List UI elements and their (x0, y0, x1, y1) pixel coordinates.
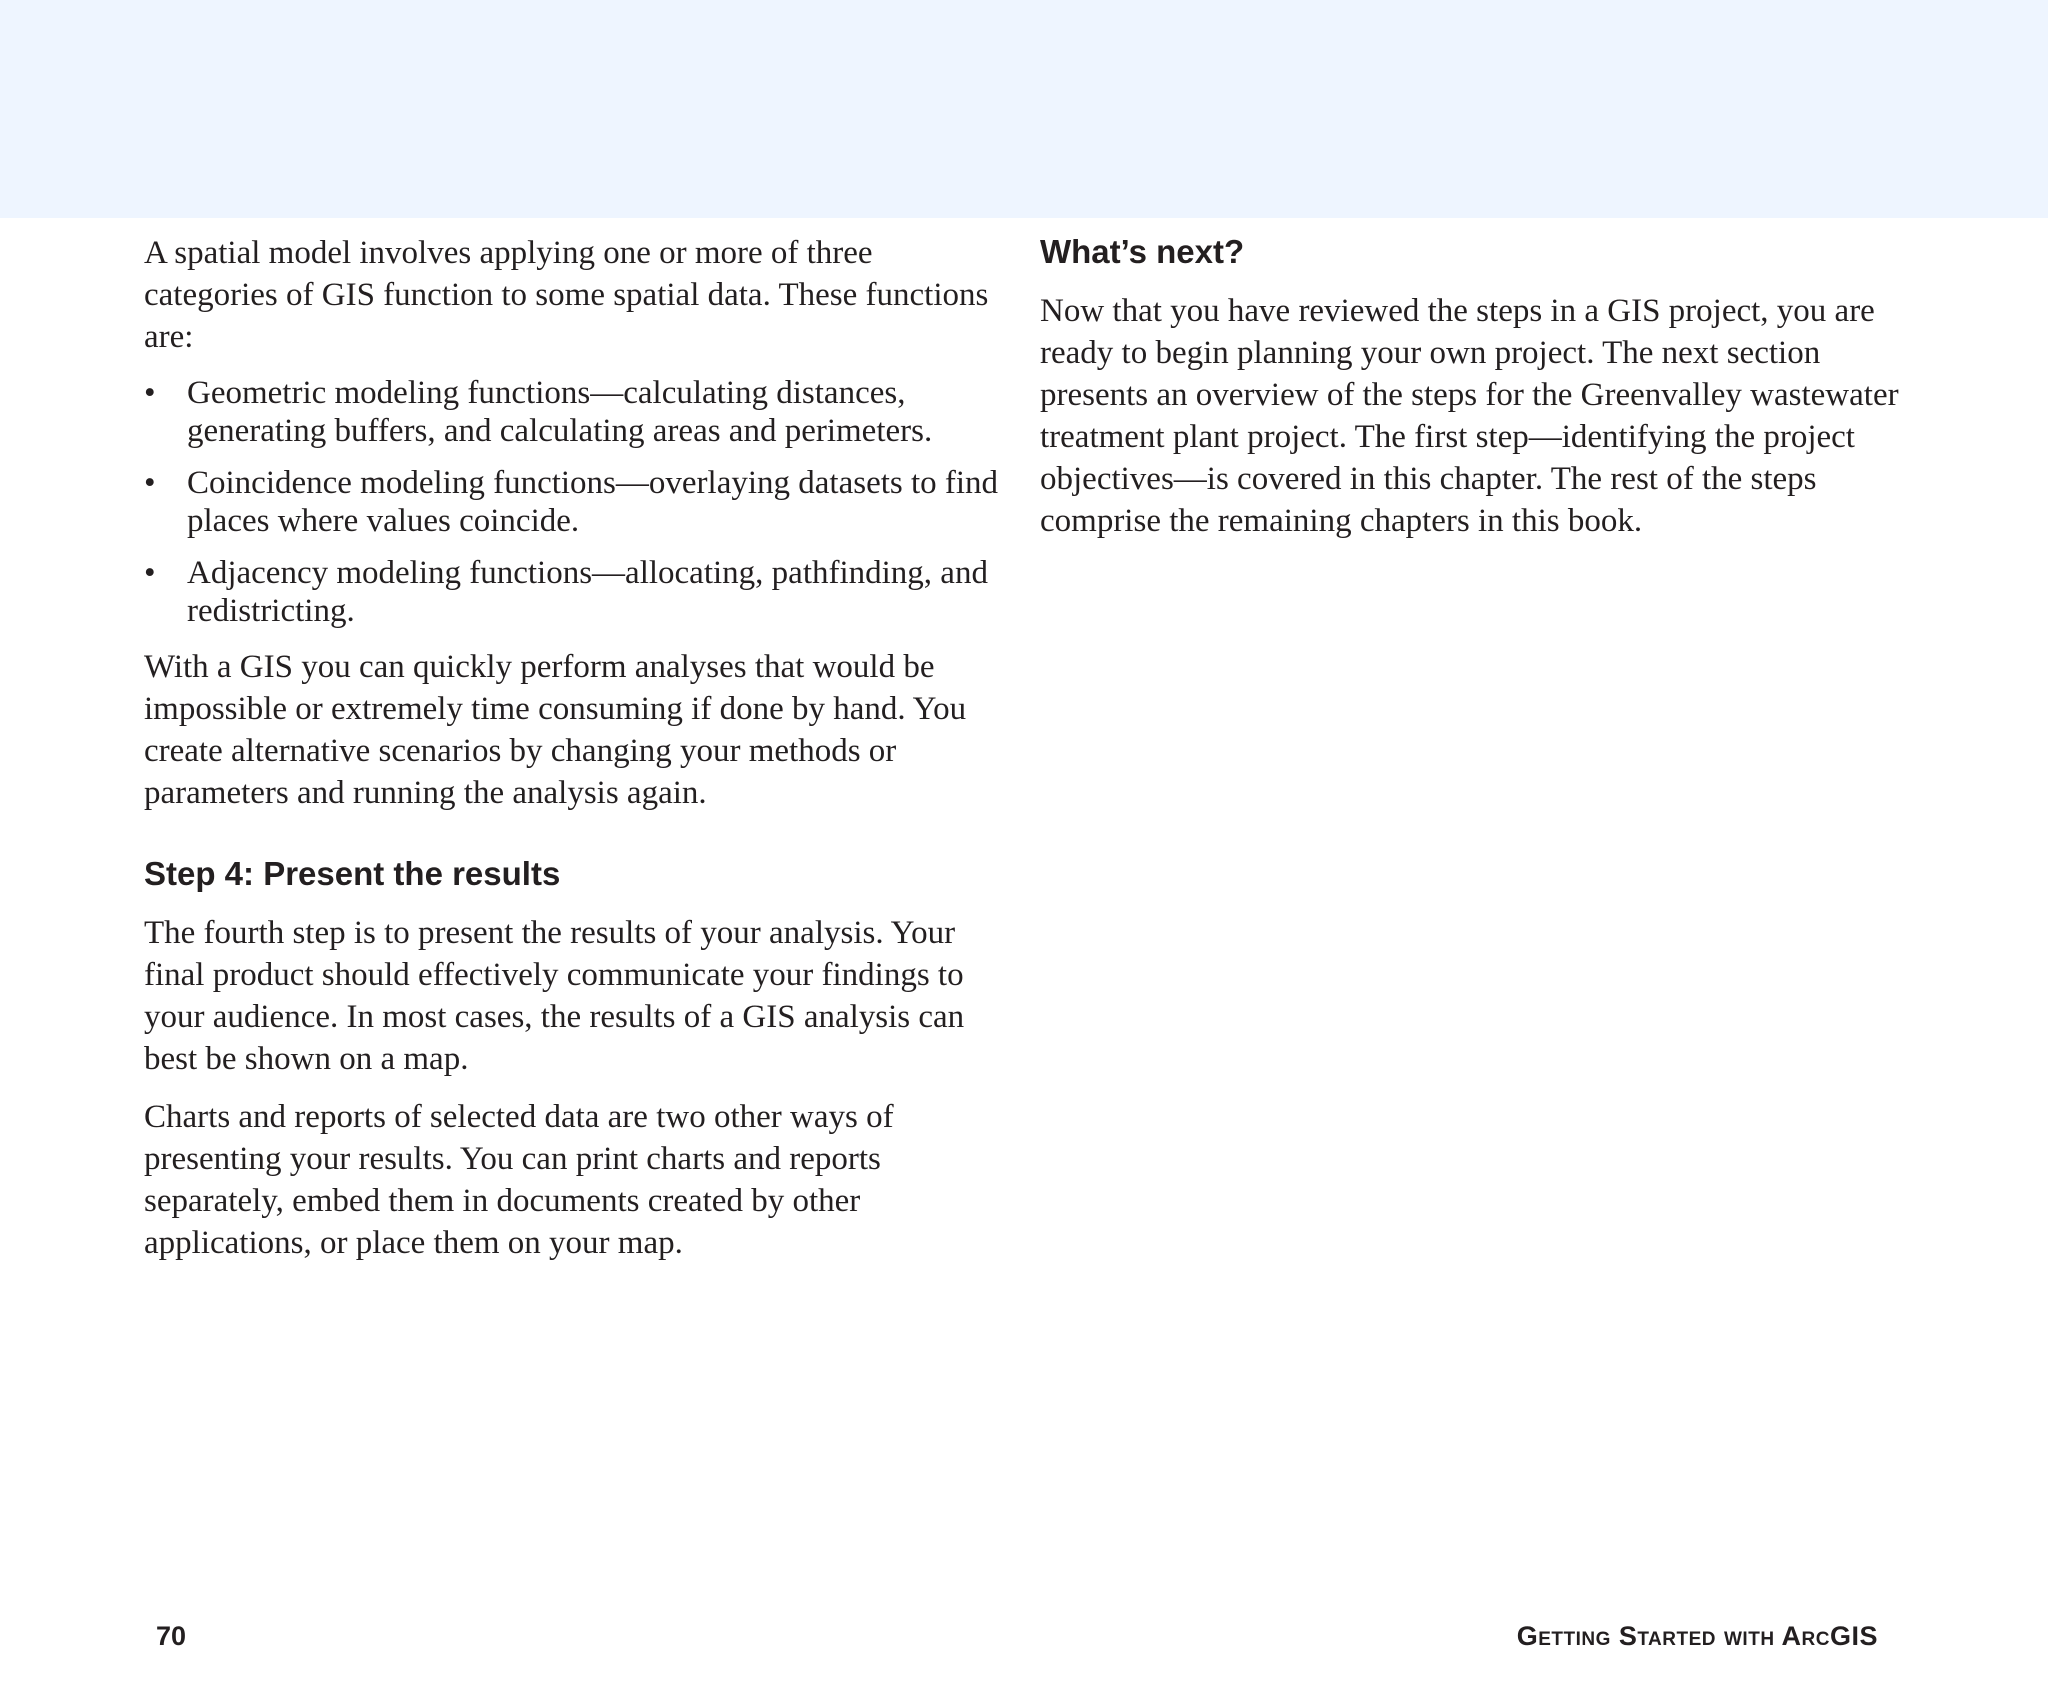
list-item-text: Coincidence modeling functions—overlaying datasets to find places where values coincide. (187, 465, 999, 539)
whats-next-paragraph: Now that you have reviewed the steps in a GIS project, you are ready to begin planning your own project. The next section presents an overview of the steps for the Greenvalley wastewater treatment plant project. The first step—identifying the project objectives—is covered in this chapter. The rest of the steps comprise the remaining chapters in this book. (1040, 293, 1899, 539)
charts-reports-paragraph: Charts and reports of selected data are two other ways of presenting your results. You can print charts and reports separately, embed them in documents created by other applications, or place them on your map. (144, 1099, 894, 1261)
section-heading-step4: Step 4: Present the results (144, 855, 561, 892)
bullet-icon: • (144, 375, 156, 411)
right-column (1040, 232, 1900, 558)
bullet-icon: • (144, 465, 156, 501)
list-item (144, 374, 1004, 450)
list-item-text: Adjacency modeling functions—allocating, pathfinding, and redistricting. (187, 555, 988, 629)
header-band (0, 0, 2048, 218)
list-item (144, 554, 1004, 630)
analysis-paragraph: With a GIS you can quickly perform analyses that would be impossible or extremely time consuming if done by hand. You create alternative scenarios by changing your methods or parameters and running the analysis again. (144, 649, 967, 811)
section-heading-whats-next: What’s next? (1040, 233, 1245, 270)
list-item-text: Geometric modeling functions—calculating distances, generating buffers, and calculating areas and perimeters. (187, 375, 933, 449)
present-results-paragraph: The fourth step is to present the results of your analysis. Your final product should effectively communicate your findings to your audience. In most cases, the results of a GIS analysis can best be shown on a map. (144, 915, 965, 1077)
intro-paragraph: A spatial model involves applying one or more of three categories of GIS function to some spatial data. These functions are: (144, 235, 989, 355)
function-list (144, 374, 1004, 630)
page-number: 70 (156, 1621, 187, 1651)
list-item (144, 464, 1004, 540)
running-footer-title: Getting Started with ArcGIS (1516, 1621, 1878, 1651)
bullet-icon: • (144, 555, 156, 591)
left-column (144, 232, 1004, 1280)
